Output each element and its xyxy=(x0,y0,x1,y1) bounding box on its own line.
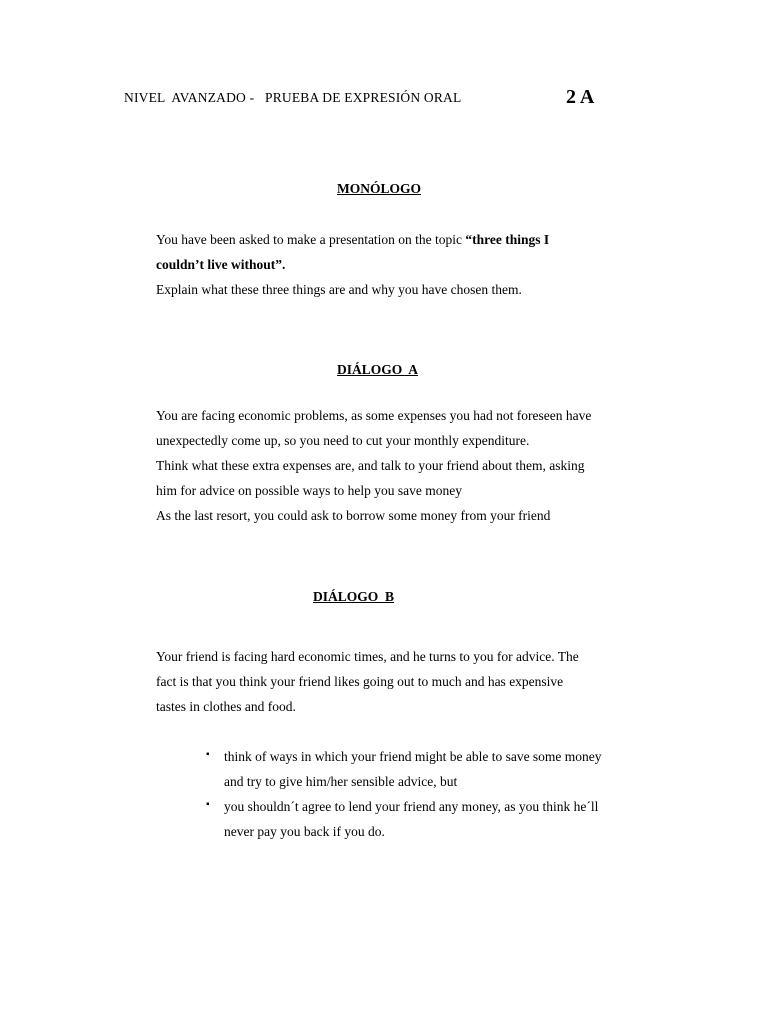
monologo-title: MONÓLOGO xyxy=(337,181,421,196)
monologo-text xyxy=(156,227,656,302)
monologo-line-1: You have been asked to make a presentation on the topic “three things I xyxy=(156,232,550,247)
exam-code: 2 A xyxy=(566,86,595,108)
dialogo-a-line: Think what these extra expenses are, and talk to your friend about them, asking xyxy=(156,458,585,473)
square-bullet-icon: ▪ xyxy=(206,749,210,760)
monologo-line-3: Explain what these three things are and why you have chosen them. xyxy=(156,282,522,297)
dialogo-b-title: DIÁLOGO B xyxy=(313,589,395,604)
dialogo-a-line: unexpectedly come up, so you need to cut your monthly expenditure. xyxy=(156,433,530,448)
dialogo-a-line: As the last resort, you could ask to borrow some money from your friend xyxy=(156,508,551,523)
dialogo-b-line: fact is that you think your friend likes going out to much and has expensive xyxy=(156,674,564,689)
dialogo-a-title: DIÁLOGO A xyxy=(337,362,419,377)
dialogo-b-line: tastes in clothes and food. xyxy=(156,699,296,714)
dialogo-b-text xyxy=(156,644,656,719)
dialogo-a-line: him for advice on possible ways to help you save money xyxy=(156,483,462,498)
exam-header: NIVEL AVANZADO - PRUEBA DE EXPRESIÓN ORAL xyxy=(124,90,462,105)
dialogo-b-line: Your friend is facing hard economic times, and he turns to you for advice. The xyxy=(156,649,579,664)
list-item: ▪ you shouldn´t agree to lend your friend any money, as you think he´ll never pay you back if you do. xyxy=(206,794,666,844)
monologo-topic-end: couldn’t live without”. xyxy=(156,257,286,272)
dialogo-a-line: You are facing economic problems, as some expenses you had not foreseen have xyxy=(156,408,592,423)
dialogo-a-text xyxy=(156,403,656,528)
dialogo-b-bullet-list xyxy=(206,744,666,844)
list-item: ▪ think of ways in which your friend might be able to save some money and try to give him/her sensible advice, but xyxy=(206,744,666,794)
square-bullet-icon: ▪ xyxy=(206,799,210,810)
monologo-topic-start: “three things I xyxy=(465,232,550,247)
